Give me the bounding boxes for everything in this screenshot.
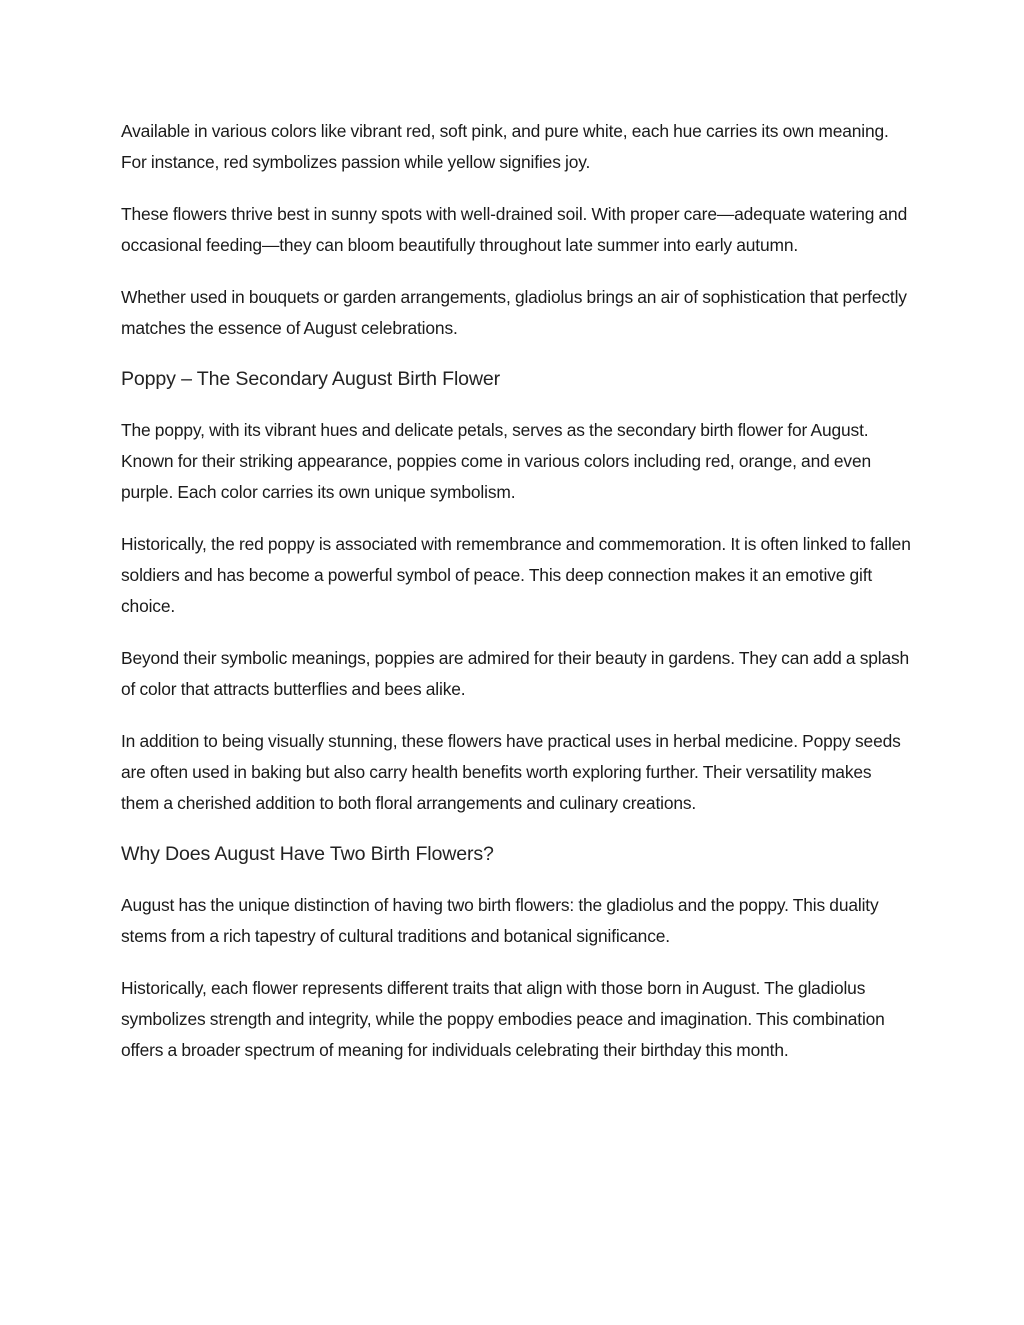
paragraph-growing-conditions: These flowers thrive best in sunny spots with well-drained soil. With proper care—adequate watering and occasional feeding—they can bloom beautifully throughout late summer into early autumn. (121, 204, 908, 255)
paragraph-gladiolus-uses: Whether used in bouquets or garden arrangements, gladiolus brings an air of sophistication that perfectly matches the essence of August celebrations. (121, 287, 907, 338)
paragraph-poppy-history: Historically, the red poppy is associated with remembrance and commemoration. It is often linked to fallen soldiers and has become a powerful symbol of peace. This deep connection makes it an emotive gift choice. (121, 534, 911, 616)
paragraph-colors-meaning: Available in various colors like vibrant red, soft pink, and pure white, each hue carries its own meaning. For instance, red symbolizes passion while yellow signifies joy. (121, 121, 889, 172)
article-body (121, 116, 911, 1087)
paragraph-two-flowers-traits: Historically, each flower represents different traits that align with those born in August. The gladiolus symbolizes strength and integrity, while the poppy embodies peace and imagination. This combination offers a broader spectrum of meaning for individuals celebrating their birthday this month. (121, 978, 885, 1060)
paragraph-poppy-intro: The poppy, with its vibrant hues and delicate petals, serves as the secondary birth flower for August. Known for their striking appearance, poppies come in various colors including red, orange, and even purple. Each color carries its own unique symbolism. (121, 420, 872, 502)
paragraph-poppy-uses: In addition to being visually stunning, these flowers have practical uses in herbal medicine. Poppy seeds are often used in baking but also carry health benefits worth exploring further. Their versatility makes them a cherished addition to both floral arrangements and culinary creations. (121, 731, 901, 813)
paragraph-two-flowers-intro: August has the unique distinction of having two birth flowers: the gladiolus and the poppy. This duality stems from a rich tapestry of cultural traditions and botanical significance. (121, 895, 879, 946)
heading-two-flowers-section: Why Does August Have Two Birth Flowers? (121, 843, 494, 865)
paragraph-poppy-gardens: Beyond their symbolic meanings, poppies are admired for their beauty in gardens. They can add a splash of color that attracts butterflies and bees alike. (121, 648, 910, 699)
heading-poppy-section: Poppy – The Secondary August Birth Flower (121, 368, 501, 390)
